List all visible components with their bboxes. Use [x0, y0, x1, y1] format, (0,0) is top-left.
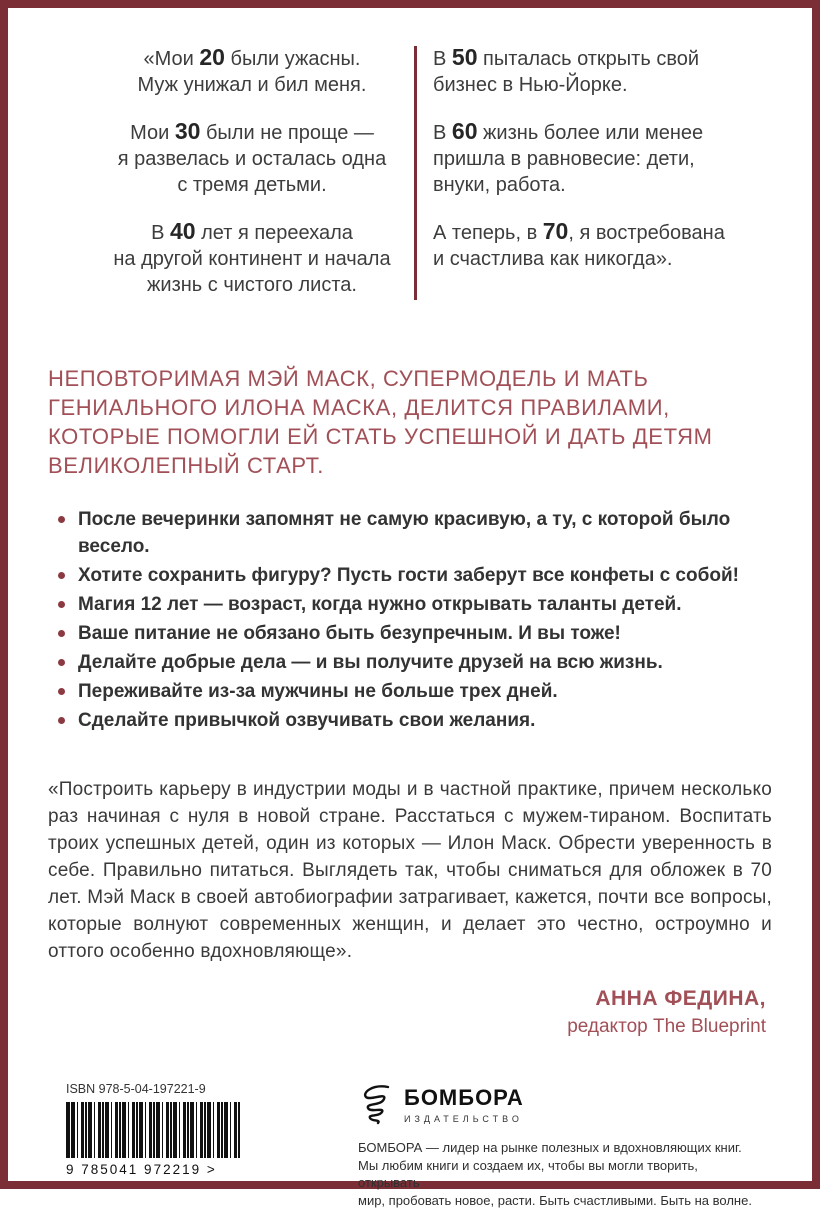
- quote-paragraph: В 40 лет я переехала на другой континент и начала жизнь с чистого листа.: [106, 218, 398, 298]
- reviewer-name: АННА ФЕДИНА,: [8, 987, 766, 1011]
- review-attribution: [8, 987, 766, 1038]
- rule-item: Переживайте из-за мужчины не больше трех дней.: [58, 678, 778, 705]
- quote-paragraph: Мои 30 были не проще — я развелась и осталась одна с тремя детьми.: [106, 118, 398, 198]
- publisher-logo-texts: [404, 1085, 524, 1124]
- publisher-blurb: [358, 1139, 760, 1209]
- review-quote: «Построить карьеру в индустрии моды и в частной практике, причем несколько раз начиная с нуля в новой стране. Расстаться с мужем-тираном. Воспитать троих успешных детей, один из которых — Илон Маск. Обрести уверенность в себе. Правильно питаться. Выглядеть так, чтобы сниматься для обложек в 70 лет. Мэй Маск в своей автобиографии затрагивает, кажется, почти все вопросы, которые волнуют современных женщин, и делает это честно, остроумно и оттого особенно вдохновляюще».: [48, 776, 772, 965]
- isbn-block: [66, 1082, 304, 1177]
- rule-item: Магия 12 лет — возраст, когда нужно открывать таланты детей.: [58, 591, 778, 618]
- publisher-name: БОМБОРА: [404, 1085, 524, 1111]
- quotes-left-column: [106, 44, 398, 318]
- barcode-digits: 9 785041 972219 >: [66, 1162, 304, 1177]
- quote-paragraph: А теперь, в 70, я востребована и счастлива как никогда».: [433, 218, 755, 272]
- rule-item: Ваше питание не обязано быть безупречным. И вы тоже!: [58, 620, 778, 647]
- reviewer-role: редактор The Blueprint: [8, 1016, 766, 1038]
- quotes-right-column: [433, 44, 755, 318]
- top-quotes-section: [8, 8, 812, 318]
- rule-item: Делайте добрые дела — и вы получите друзей на всю жизнь.: [58, 649, 778, 676]
- footer: [8, 1082, 812, 1209]
- publisher-tagline: ИЗДАТЕЛЬСТВО: [404, 1114, 524, 1124]
- rule-item: Сделайте привычкой озвучивать свои желания.: [58, 707, 778, 734]
- quote-paragraph: «Мои 20 были ужасны. Муж унижал и бил меня.: [106, 44, 398, 98]
- quotes-vertical-divider: [414, 46, 417, 300]
- quote-paragraph: В 60 жизнь более или менее пришла в равновесие: дети, внуки, работа.: [433, 118, 755, 198]
- publisher-blurb-line: мир, пробовать новое, расти. Быть счастливыми. Быть на волне.: [358, 1192, 760, 1209]
- headline: НЕПОВТОРИМАЯ МЭЙ МАСК, СУПЕРМОДЕЛЬ И МАТЬ ГЕНИАЛЬНОГО ИЛОНА МАСКА, ДЕЛИТСЯ ПРАВИЛАМИ, КОТОРЫЕ ПОМОГЛИ ЕЙ СТАТЬ УСПЕШНОЙ И ДАТЬ ДЕТЯМ ВЕЛИКОЛЕПНЫЙ СТАРТ.: [48, 364, 762, 480]
- barcode: [66, 1102, 240, 1158]
- rule-item: Хотите сохранить фигуру? Пусть гости заберут все конфеты с собой!: [58, 562, 778, 589]
- publisher-blurb-line: БОМБОРА — лидер на рынке полезных и вдохновляющих книг.: [358, 1139, 760, 1157]
- bombora-scribble-logo-icon: [358, 1082, 394, 1126]
- publisher-blurb-line: Мы любим книги и создаем их, чтобы вы могли творить, открывать: [358, 1157, 760, 1192]
- isbn-label: ISBN 978-5-04-197221-9: [66, 1082, 304, 1096]
- rule-item: После вечеринки запомнят не самую красивую, а ту, с которой было весело.: [58, 506, 778, 560]
- rules-list: [58, 506, 782, 734]
- publisher-logo-row: [358, 1082, 760, 1126]
- quote-paragraph: В 50 пыталась открыть свой бизнес в Нью-Йорке.: [433, 44, 755, 98]
- publisher-block: [358, 1082, 760, 1209]
